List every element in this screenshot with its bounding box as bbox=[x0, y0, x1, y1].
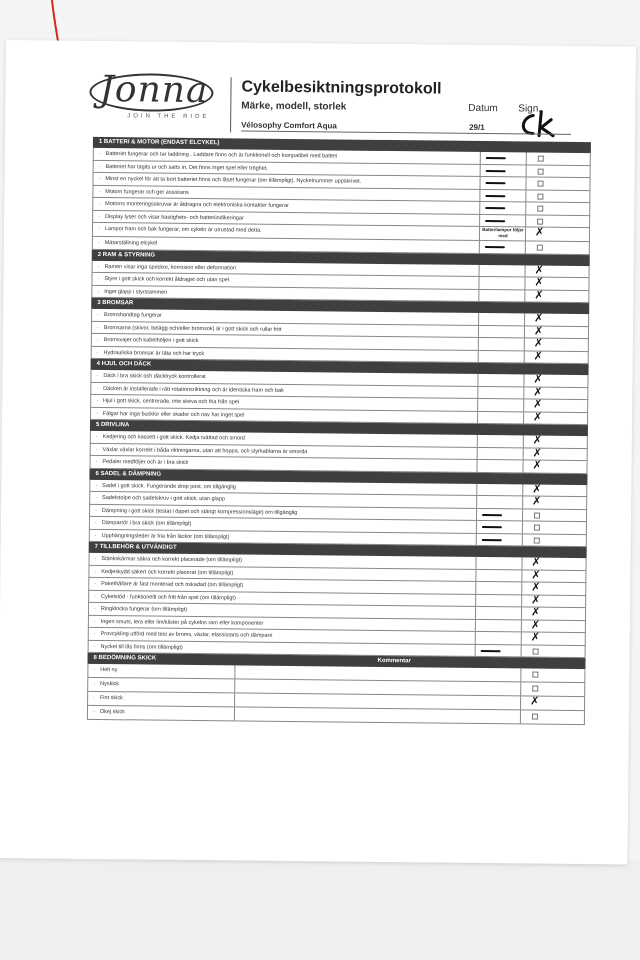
table-surface bbox=[0, 860, 640, 960]
column-divider bbox=[478, 325, 479, 337]
datum-label: Datum bbox=[468, 102, 498, 115]
x-mark-icon: ✗ bbox=[531, 556, 541, 569]
column-divider bbox=[520, 710, 521, 723]
checkbox[interactable] bbox=[537, 206, 543, 212]
row-label: · Bromsvajer och kabelhöljen i gott skick bbox=[97, 334, 199, 347]
x-mark-icon: ✗ bbox=[531, 569, 541, 582]
x-mark-icon: ✗ bbox=[531, 581, 541, 594]
row-label: · Hjul i gott skick, centrerade, inte skeva och fria från spel bbox=[96, 395, 239, 408]
column-divider bbox=[522, 534, 523, 546]
row-label: · Nyckel till lås finns (om tillämpligt) bbox=[94, 640, 183, 653]
column-divider bbox=[520, 682, 521, 695]
checkbox[interactable] bbox=[537, 218, 543, 224]
row-label: · Upphängningsleder är fria från läckor (om tillämpligt) bbox=[95, 529, 230, 542]
row-label: · Däck i bra skick och däcktryck kontrollerat bbox=[96, 370, 205, 383]
column-divider bbox=[477, 399, 478, 411]
checkbox[interactable] bbox=[538, 168, 544, 174]
column-divider bbox=[524, 326, 525, 338]
row-label: · Pakethållare är fast monterad och oskadad (om tillämpligt) bbox=[94, 578, 243, 592]
row-label: · Dämparrör i bra skick (om tillämpligt) bbox=[95, 517, 192, 530]
row-label: · Fint skick bbox=[93, 692, 123, 704]
dash-mark-icon bbox=[481, 650, 501, 652]
section-heading: 4 HJUL OCH DÄCK bbox=[91, 359, 589, 375]
column-divider bbox=[524, 277, 525, 289]
column-divider bbox=[475, 619, 476, 631]
column-divider bbox=[475, 582, 476, 594]
sign-label: Sign. bbox=[518, 103, 542, 115]
column-divider bbox=[477, 411, 478, 423]
column-divider bbox=[476, 508, 477, 520]
column-divider bbox=[522, 484, 523, 496]
column-divider bbox=[521, 595, 522, 607]
bike-model: Vélosophy Comfort Aqua bbox=[241, 120, 337, 131]
column-divider bbox=[522, 496, 523, 508]
column-divider bbox=[523, 435, 524, 447]
column-divider bbox=[526, 152, 527, 164]
column-divider bbox=[475, 607, 476, 619]
header-divider bbox=[230, 77, 232, 132]
column-divider bbox=[234, 693, 235, 706]
dash-mark-icon bbox=[486, 157, 506, 159]
row-label: · Helt ny bbox=[93, 664, 117, 676]
column-divider bbox=[478, 338, 479, 350]
row-label: · Mätarställning elcykel bbox=[98, 237, 158, 250]
checkbox[interactable] bbox=[532, 686, 538, 692]
column-divider bbox=[479, 189, 480, 201]
x-mark-icon: ✗ bbox=[533, 337, 544, 350]
column-divider bbox=[480, 152, 481, 164]
dash-mark-icon bbox=[485, 207, 505, 209]
x-mark-icon: ✗ bbox=[534, 226, 545, 239]
column-divider bbox=[475, 569, 476, 581]
checklist-table bbox=[87, 137, 591, 725]
row-label: · Bromshandtag fungerar bbox=[97, 309, 162, 322]
column-divider bbox=[476, 533, 477, 545]
row-label: · Lampor fram och bak fungerar, om cykeln är utrustad med detta. bbox=[98, 223, 262, 237]
checkbox[interactable] bbox=[537, 193, 543, 199]
row-label: · Minst en nyckel för att ta bort batteriet finns och låset fungerar (om tillämpligt). Nyckelnummer uppskrivet. bbox=[98, 173, 361, 188]
column-divider bbox=[521, 632, 522, 644]
row-label: · Motorns monteringsskruvar är åtdragna och elektroniska kontakter fungerar bbox=[98, 198, 289, 212]
logo-name: Jonna bbox=[99, 68, 209, 112]
x-mark-icon: ✗ bbox=[532, 434, 543, 447]
checkbox[interactable] bbox=[537, 245, 543, 251]
dash-mark-icon bbox=[482, 539, 502, 541]
row-label: · Motorn fungerar och ger assistans bbox=[98, 185, 188, 198]
column-divider bbox=[523, 448, 524, 460]
signature-icon bbox=[515, 109, 565, 140]
page-title: Cykelbesiktningsprotokoll bbox=[241, 78, 442, 98]
row-label: · Växlar växlar korrekt i båda riktningarna, utan att hoppa, och styrkablarna är smorda bbox=[96, 443, 308, 457]
column-divider bbox=[526, 165, 527, 177]
column-divider bbox=[523, 387, 524, 399]
column-divider bbox=[234, 665, 235, 678]
column-divider bbox=[522, 509, 523, 521]
row-label: · Kedjering och kassett i gott skick. Kedja tvättad och smord bbox=[96, 431, 245, 445]
x-mark-icon: ✗ bbox=[534, 289, 544, 302]
column-divider bbox=[475, 557, 476, 569]
row-label: · Display lyser och visar hastighets- och batteriindikeringar bbox=[98, 210, 244, 224]
column-divider bbox=[525, 215, 526, 227]
column-divider bbox=[475, 594, 476, 606]
x-mark-icon: ✗ bbox=[533, 386, 543, 399]
column-divider bbox=[525, 177, 526, 189]
dash-mark-icon bbox=[485, 195, 505, 197]
column-divider bbox=[521, 557, 522, 569]
column-divider bbox=[478, 277, 479, 289]
row-label: · Hydrauliska bromsar är täta och har tryck bbox=[97, 346, 205, 359]
column-divider bbox=[521, 570, 522, 582]
checkbox[interactable] bbox=[538, 156, 544, 162]
handwritten-note: Batterilampor följer med bbox=[482, 226, 524, 239]
checkbox[interactable] bbox=[532, 672, 538, 678]
column-divider bbox=[477, 460, 478, 472]
section-heading: 6 SADEL & DÄMPNING bbox=[89, 468, 587, 484]
column-divider bbox=[525, 241, 526, 253]
x-mark-icon: ✗ bbox=[533, 350, 544, 363]
logo-tagline: JOIN THE RIDE bbox=[127, 113, 210, 121]
column-divider bbox=[479, 202, 480, 214]
x-mark-icon: ✗ bbox=[533, 373, 543, 386]
dash-mark-icon bbox=[486, 170, 506, 172]
row-label: · Ingen smuts, lera eller lim/klister på cykelns ram eller komponenter bbox=[94, 615, 264, 629]
dash-mark-icon bbox=[482, 514, 502, 516]
row-label: · Dämpning i gott skick (testat i öppet och stängt kompressionsläge) om tillgänglig bbox=[95, 504, 297, 518]
row-label: · Batteriet fungerar och tar laddning . Laddare finns och är funktionell och kompatibel med batteri bbox=[99, 148, 338, 162]
section-heading: 3 BROMSAR bbox=[91, 298, 589, 314]
column-divider bbox=[520, 696, 521, 709]
column-divider bbox=[475, 632, 476, 644]
column-divider bbox=[475, 644, 476, 656]
row-label: · Pedaler medföljer och är i bra skick bbox=[96, 456, 189, 469]
column-divider bbox=[524, 290, 525, 302]
column-divider bbox=[520, 668, 521, 681]
row-label: · Ramen visar inga sprickor, korrosion eller deformation bbox=[98, 260, 236, 273]
column-divider bbox=[476, 483, 477, 495]
row-label: · Kedjeskydd säkert och korrekt placerat (om tillämpligt) bbox=[94, 565, 233, 578]
x-mark-icon: ✗ bbox=[532, 459, 542, 472]
checkbox[interactable] bbox=[534, 525, 540, 531]
checkbox[interactable] bbox=[537, 181, 543, 187]
column-divider bbox=[521, 607, 522, 619]
checkbox[interactable] bbox=[534, 512, 540, 518]
x-mark-icon: ✗ bbox=[532, 447, 542, 460]
row-label: · Inget glapp i styrstammen bbox=[97, 285, 167, 298]
column-divider bbox=[521, 620, 522, 632]
column-divider bbox=[524, 351, 525, 363]
section-heading: 2 RAM & STYRNING bbox=[92, 249, 590, 265]
checkbox[interactable] bbox=[534, 537, 540, 543]
subtitle: Märke, modell, storlek bbox=[241, 100, 347, 113]
comment-column-label: Kommentar bbox=[377, 657, 411, 665]
column-divider bbox=[477, 386, 478, 398]
dash-mark-icon bbox=[485, 246, 505, 248]
row-label: · Ringklocka fungerar (om tillämpligt) bbox=[94, 603, 187, 616]
checkbox[interactable] bbox=[533, 648, 539, 654]
column-divider bbox=[479, 177, 480, 189]
checkbox[interactable] bbox=[532, 714, 538, 720]
row-label: · Fälgar har inga bucklor eller skador och nav har inget spel bbox=[96, 407, 245, 421]
section-heading: 5 DRIVLINA bbox=[90, 420, 588, 436]
row-label: · Cykelstöd - funktionellt och fritt från spel (om tillämpligt) bbox=[94, 590, 236, 603]
column-divider bbox=[477, 447, 478, 459]
x-mark-icon: ✗ bbox=[533, 411, 543, 424]
column-divider bbox=[478, 350, 479, 362]
x-mark-icon: ✗ bbox=[534, 276, 544, 289]
column-divider bbox=[524, 313, 525, 325]
column-divider bbox=[479, 241, 480, 253]
row-label: · Batteriet har tagits ur och satts in. Det finns inget spel eller tröghet. bbox=[99, 160, 268, 174]
x-mark-icon: ✗ bbox=[532, 483, 542, 496]
row-label: · Provcykling utförd med test av broms, växlar, elassistans och dämpare bbox=[94, 628, 273, 642]
column-divider bbox=[525, 227, 526, 240]
column-divider bbox=[524, 338, 525, 350]
row-label: · Sadelstolpe och sadelskruv i gott skick, utan glapp bbox=[95, 492, 225, 505]
column-divider bbox=[476, 521, 477, 533]
x-mark-icon: ✗ bbox=[530, 695, 540, 708]
column-divider bbox=[478, 313, 479, 325]
column-divider bbox=[523, 399, 524, 411]
row-label: · Stänkskärmar säkra och korrekt placerade (om tillämpligt) bbox=[95, 553, 243, 567]
x-mark-icon: ✗ bbox=[534, 312, 544, 325]
column-divider bbox=[521, 645, 522, 657]
column-divider bbox=[525, 265, 526, 277]
column-divider bbox=[523, 460, 524, 472]
section-heading: 1 BATTERI & MOTOR (ENDAST ELCYKEL) bbox=[93, 137, 591, 153]
section-heading-text: 8 BEDÖMNING SKICK bbox=[93, 654, 157, 662]
column-divider bbox=[522, 521, 523, 533]
x-mark-icon: ✗ bbox=[531, 594, 541, 607]
column-divider bbox=[478, 289, 479, 301]
row-label: · Okej skick bbox=[93, 706, 125, 718]
x-mark-icon: ✗ bbox=[530, 619, 541, 632]
column-divider bbox=[476, 496, 477, 508]
row-label: · Nyskick bbox=[93, 678, 119, 690]
jonna-logo bbox=[87, 69, 218, 128]
column-divider bbox=[521, 582, 522, 594]
column-divider bbox=[479, 214, 480, 226]
column-divider bbox=[523, 412, 524, 424]
column-divider bbox=[479, 264, 480, 276]
column-divider bbox=[480, 164, 481, 176]
column-divider bbox=[525, 190, 526, 202]
row-label: · Bromsarna (skivor, belägg och/eller bromsok) är i gott skick och rullar fritt bbox=[97, 321, 282, 335]
column-divider bbox=[523, 374, 524, 386]
datum-value: 29/1 bbox=[469, 122, 485, 133]
section-heading: 7 TILLBEHÖR & UTVÄNDIGT bbox=[89, 542, 587, 558]
x-mark-icon: ✗ bbox=[533, 325, 544, 338]
column-divider bbox=[477, 374, 478, 386]
column-divider bbox=[479, 227, 480, 240]
row-label: · Sadel i gott skick. Fungerande drop post, om tillgänglig bbox=[95, 479, 236, 492]
row-label: · Däcken är installerade i rätt rotationsriktning och är identiska fram och bak bbox=[96, 382, 284, 396]
x-mark-icon: ✗ bbox=[530, 606, 541, 619]
dash-mark-icon bbox=[486, 182, 506, 184]
x-mark-icon: ✗ bbox=[532, 495, 542, 508]
dash-mark-icon bbox=[482, 526, 502, 528]
column-divider bbox=[234, 707, 235, 720]
column-divider bbox=[234, 679, 235, 692]
x-mark-icon: ✗ bbox=[530, 631, 541, 644]
column-divider bbox=[477, 435, 478, 447]
inspection-sheet bbox=[0, 40, 636, 865]
column-divider bbox=[525, 202, 526, 214]
x-mark-icon: ✗ bbox=[533, 398, 543, 411]
row-label: · Styre i gott skick och korrekt åtdraget och utan spel bbox=[97, 273, 229, 286]
x-mark-icon: ✗ bbox=[534, 264, 544, 277]
dash-mark-icon bbox=[485, 220, 505, 222]
